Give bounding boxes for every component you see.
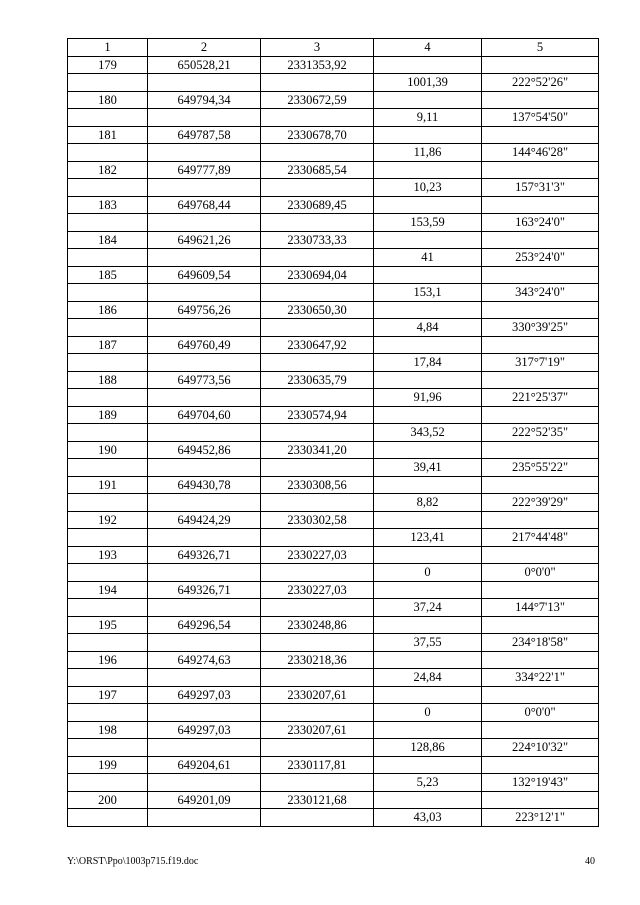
table-row (68, 809, 599, 827)
table-cell: 649609,54 (148, 266, 261, 284)
table-cell: 37,24 (374, 599, 482, 617)
table-cell: 194 (68, 581, 148, 599)
table-cell (261, 634, 374, 652)
table-cell: 0°0'0" (482, 704, 599, 722)
table-cell: 2330650,30 (261, 301, 374, 319)
table-row (68, 634, 599, 652)
table-cell: 649201,09 (148, 791, 261, 809)
table-cell: 132°19'43" (482, 774, 599, 792)
table-cell: 649787,58 (148, 126, 261, 144)
table-cell: 2330207,61 (261, 686, 374, 704)
table-cell (148, 179, 261, 197)
table-cell (148, 389, 261, 407)
table-row (68, 406, 599, 424)
table-cell (374, 546, 482, 564)
table-cell (68, 74, 148, 92)
table-cell (482, 756, 599, 774)
table-cell: 144°7'13" (482, 599, 599, 617)
table-row (68, 126, 599, 144)
table-cell: 649773,56 (148, 371, 261, 389)
header-col-4: 4 (374, 39, 482, 57)
table-cell (148, 459, 261, 477)
table-cell (261, 179, 374, 197)
table-cell (148, 74, 261, 92)
table-cell: 2330733,33 (261, 231, 374, 249)
table-cell: 649297,03 (148, 721, 261, 739)
table-cell (148, 774, 261, 792)
table-cell (68, 529, 148, 547)
table-cell (68, 179, 148, 197)
table-cell: 2330248,86 (261, 616, 374, 634)
table-cell (482, 91, 599, 109)
table-cell (374, 791, 482, 809)
table-cell (148, 144, 261, 162)
table-cell (261, 389, 374, 407)
table-cell (261, 494, 374, 512)
table-cell: 2330678,70 (261, 126, 374, 144)
table-cell: 179 (68, 56, 148, 74)
table-cell: 17,84 (374, 354, 482, 372)
table-cell (148, 109, 261, 127)
table-cell (68, 284, 148, 302)
table-cell: 163°24'0" (482, 214, 599, 232)
table-row (68, 476, 599, 494)
table-cell: 649768,44 (148, 196, 261, 214)
table-cell: 144°46'28" (482, 144, 599, 162)
table-cell (148, 599, 261, 617)
table-cell: 317°7'19" (482, 354, 599, 372)
header-col-3: 3 (261, 39, 374, 57)
table-cell (148, 564, 261, 582)
table-row (68, 354, 599, 372)
table-cell (261, 809, 374, 827)
table-cell (261, 144, 374, 162)
table-cell: 153,1 (374, 284, 482, 302)
table-cell (374, 231, 482, 249)
table-cell: 222°52'26" (482, 74, 599, 92)
table-cell: 649777,89 (148, 161, 261, 179)
table-cell (482, 56, 599, 74)
table-cell: 180 (68, 91, 148, 109)
table-cell: 198 (68, 721, 148, 739)
table-cell (374, 616, 482, 634)
table-cell: 8,82 (374, 494, 482, 512)
table-cell: 188 (68, 371, 148, 389)
table-cell (148, 249, 261, 267)
table-cell: 43,03 (374, 809, 482, 827)
table-cell (68, 389, 148, 407)
table-cell: 343,52 (374, 424, 482, 442)
header-col-1: 1 (68, 39, 148, 57)
table-cell: 0 (374, 704, 482, 722)
table-row (68, 774, 599, 792)
table-cell (148, 424, 261, 442)
table-cell: 191 (68, 476, 148, 494)
table-cell (261, 774, 374, 792)
table-row (68, 546, 599, 564)
table-cell (482, 546, 599, 564)
table-row (68, 529, 599, 547)
table-cell (148, 319, 261, 337)
table-cell (261, 284, 374, 302)
table-row (68, 214, 599, 232)
table-cell: 137°54'50" (482, 109, 599, 127)
table-cell (374, 476, 482, 494)
table-cell (482, 616, 599, 634)
table-cell (68, 494, 148, 512)
table-cell (68, 424, 148, 442)
table-cell: 185 (68, 266, 148, 284)
table-cell (482, 476, 599, 494)
table-row (68, 301, 599, 319)
table-cell: 4,84 (374, 319, 482, 337)
table-cell (148, 494, 261, 512)
table-cell: 649704,60 (148, 406, 261, 424)
table-cell (68, 144, 148, 162)
table-cell (68, 214, 148, 232)
table-cell: 5,23 (374, 774, 482, 792)
table-cell (374, 581, 482, 599)
table-cell: 123,41 (374, 529, 482, 547)
table-cell (482, 651, 599, 669)
table-cell: 2330308,56 (261, 476, 374, 494)
table-cell: 2330574,94 (261, 406, 374, 424)
footer-page-number: 40 (585, 856, 595, 867)
table-row (68, 109, 599, 127)
table-cell (482, 406, 599, 424)
table-cell: 649274,63 (148, 651, 261, 669)
table-cell (261, 739, 374, 757)
table-cell: 650528,21 (148, 56, 261, 74)
table-row (68, 56, 599, 74)
table-header-row (68, 39, 599, 57)
table-cell (261, 214, 374, 232)
table-cell (482, 686, 599, 704)
table-row (68, 459, 599, 477)
table-cell (148, 739, 261, 757)
table-cell (482, 126, 599, 144)
table-cell: 24,84 (374, 669, 482, 687)
table-cell (68, 669, 148, 687)
table-cell (374, 91, 482, 109)
table-row (68, 616, 599, 634)
table-cell: 221°25'37" (482, 389, 599, 407)
table-cell (68, 109, 148, 127)
header-col-2: 2 (148, 39, 261, 57)
table-row (68, 284, 599, 302)
table-cell: 2330635,79 (261, 371, 374, 389)
table-cell (68, 249, 148, 267)
table-cell: 200 (68, 791, 148, 809)
table-cell (261, 319, 374, 337)
table-cell (482, 336, 599, 354)
table-cell (374, 441, 482, 459)
table-cell: 649430,78 (148, 476, 261, 494)
table-row (68, 739, 599, 757)
table-cell (374, 406, 482, 424)
table-cell: 186 (68, 301, 148, 319)
table-row (68, 179, 599, 197)
table-cell: 181 (68, 126, 148, 144)
coordinates-table (67, 38, 599, 827)
table-row (68, 756, 599, 774)
table-cell (148, 284, 261, 302)
table-cell (374, 336, 482, 354)
table-cell (148, 214, 261, 232)
table-cell: 253°24'0" (482, 249, 599, 267)
table-cell: 2330672,59 (261, 91, 374, 109)
table-cell: 2331353,92 (261, 56, 374, 74)
table-row (68, 336, 599, 354)
table-cell: 649621,26 (148, 231, 261, 249)
table-row (68, 721, 599, 739)
table-cell: 649452,86 (148, 441, 261, 459)
table-cell (482, 511, 599, 529)
table-cell: 190 (68, 441, 148, 459)
table-cell (261, 529, 374, 547)
table-cell (261, 424, 374, 442)
table-cell: 2330121,68 (261, 791, 374, 809)
table-cell (261, 459, 374, 477)
table-cell: 2330302,58 (261, 511, 374, 529)
table-cell (482, 441, 599, 459)
table-cell: 193 (68, 546, 148, 564)
table-cell (68, 319, 148, 337)
table-cell: 2330227,03 (261, 581, 374, 599)
table-cell (68, 354, 148, 372)
table-cell: 1001,39 (374, 74, 482, 92)
table-row (68, 669, 599, 687)
table-row (68, 249, 599, 267)
header-col-5: 5 (482, 39, 599, 57)
table-cell: 224°10'32" (482, 739, 599, 757)
table-cell: 9,11 (374, 109, 482, 127)
table-cell (374, 651, 482, 669)
table-cell (482, 301, 599, 319)
table-cell (68, 809, 148, 827)
table-cell: 192 (68, 511, 148, 529)
table-cell (68, 459, 148, 477)
table-cell (148, 809, 261, 827)
table-cell (374, 301, 482, 319)
table-cell (261, 74, 374, 92)
table-cell: 41 (374, 249, 482, 267)
table-cell: 235°55'22" (482, 459, 599, 477)
table-cell (148, 354, 261, 372)
table-cell (374, 196, 482, 214)
table-cell: 91,96 (374, 389, 482, 407)
table-cell (482, 581, 599, 599)
table-cell (68, 739, 148, 757)
table-cell (148, 704, 261, 722)
table-cell (482, 371, 599, 389)
table-row (68, 161, 599, 179)
table-cell: 2330218,36 (261, 651, 374, 669)
table-cell: 2330227,03 (261, 546, 374, 564)
table-cell: 37,55 (374, 634, 482, 652)
table-cell: 10,23 (374, 179, 482, 197)
table-cell: 2330694,04 (261, 266, 374, 284)
table-cell (148, 634, 261, 652)
table-cell: 11,86 (374, 144, 482, 162)
table-row (68, 791, 599, 809)
table-cell: 217°44'48" (482, 529, 599, 547)
table-row (68, 424, 599, 442)
table-cell: 330°39'25" (482, 319, 599, 337)
table-row (68, 511, 599, 529)
table-cell (482, 791, 599, 809)
table-cell: 2330117,81 (261, 756, 374, 774)
table-cell: 153,59 (374, 214, 482, 232)
table-cell (68, 634, 148, 652)
footer-file-path: Y:\ORST\Ppo\1003p715.f19.doc (67, 856, 199, 867)
table-cell (261, 564, 374, 582)
table-cell: 2330341,20 (261, 441, 374, 459)
table-cell: 649794,34 (148, 91, 261, 109)
table-cell: 2330207,61 (261, 721, 374, 739)
table-cell: 223°12'1" (482, 809, 599, 827)
table-cell: 196 (68, 651, 148, 669)
table-cell (261, 249, 374, 267)
table-cell: 334°22'1" (482, 669, 599, 687)
table-cell (374, 161, 482, 179)
table-cell: 649326,71 (148, 581, 261, 599)
table-row (68, 74, 599, 92)
table-cell: 222°39'29" (482, 494, 599, 512)
table-cell (482, 266, 599, 284)
table-cell (482, 196, 599, 214)
table-body (68, 56, 599, 826)
table-cell: 649204,61 (148, 756, 261, 774)
table-cell: 184 (68, 231, 148, 249)
table-cell (68, 599, 148, 617)
table-cell: 2330689,45 (261, 196, 374, 214)
table-cell: 2330685,54 (261, 161, 374, 179)
table-row (68, 371, 599, 389)
table-row (68, 651, 599, 669)
table-row (68, 196, 599, 214)
table-cell: 649424,29 (148, 511, 261, 529)
table-cell: 234°18'58" (482, 634, 599, 652)
table-cell: 195 (68, 616, 148, 634)
table-cell: 649326,71 (148, 546, 261, 564)
table-row (68, 581, 599, 599)
table-row (68, 91, 599, 109)
table-row (68, 441, 599, 459)
table-cell: 222°52'35" (482, 424, 599, 442)
table-cell (374, 371, 482, 389)
table-row (68, 564, 599, 582)
table-cell: 0 (374, 564, 482, 582)
table-row (68, 599, 599, 617)
table-cell: 649760,49 (148, 336, 261, 354)
table-cell (374, 721, 482, 739)
table-row (68, 319, 599, 337)
table-cell (374, 56, 482, 74)
table-cell (482, 721, 599, 739)
table-cell (482, 231, 599, 249)
table-row (68, 704, 599, 722)
table-cell (374, 266, 482, 284)
table-cell (68, 774, 148, 792)
table-cell: 649756,26 (148, 301, 261, 319)
table-cell (261, 669, 374, 687)
table-row (68, 494, 599, 512)
table-cell: 343°24'0" (482, 284, 599, 302)
table-cell (374, 511, 482, 529)
table-row (68, 144, 599, 162)
table-cell: 128,86 (374, 739, 482, 757)
table-row (68, 266, 599, 284)
table-cell: 187 (68, 336, 148, 354)
table-cell (148, 529, 261, 547)
table-cell (261, 704, 374, 722)
table-cell (482, 161, 599, 179)
table-cell: 2330647,92 (261, 336, 374, 354)
table-cell: 199 (68, 756, 148, 774)
table-cell (68, 704, 148, 722)
table-cell: 649296,54 (148, 616, 261, 634)
table-cell (261, 354, 374, 372)
table-cell: 189 (68, 406, 148, 424)
table-cell (68, 564, 148, 582)
table-cell (374, 756, 482, 774)
table-cell: 197 (68, 686, 148, 704)
table-row (68, 231, 599, 249)
table-cell (261, 109, 374, 127)
table-cell: 649297,03 (148, 686, 261, 704)
table-row (68, 686, 599, 704)
table-row (68, 389, 599, 407)
table-cell: 183 (68, 196, 148, 214)
table-cell: 182 (68, 161, 148, 179)
table-cell: 157°31'3" (482, 179, 599, 197)
table-cell (374, 686, 482, 704)
table-cell: 0°0'0" (482, 564, 599, 582)
table-cell (148, 669, 261, 687)
table-cell (261, 599, 374, 617)
table-cell (374, 126, 482, 144)
table-cell: 39,41 (374, 459, 482, 477)
